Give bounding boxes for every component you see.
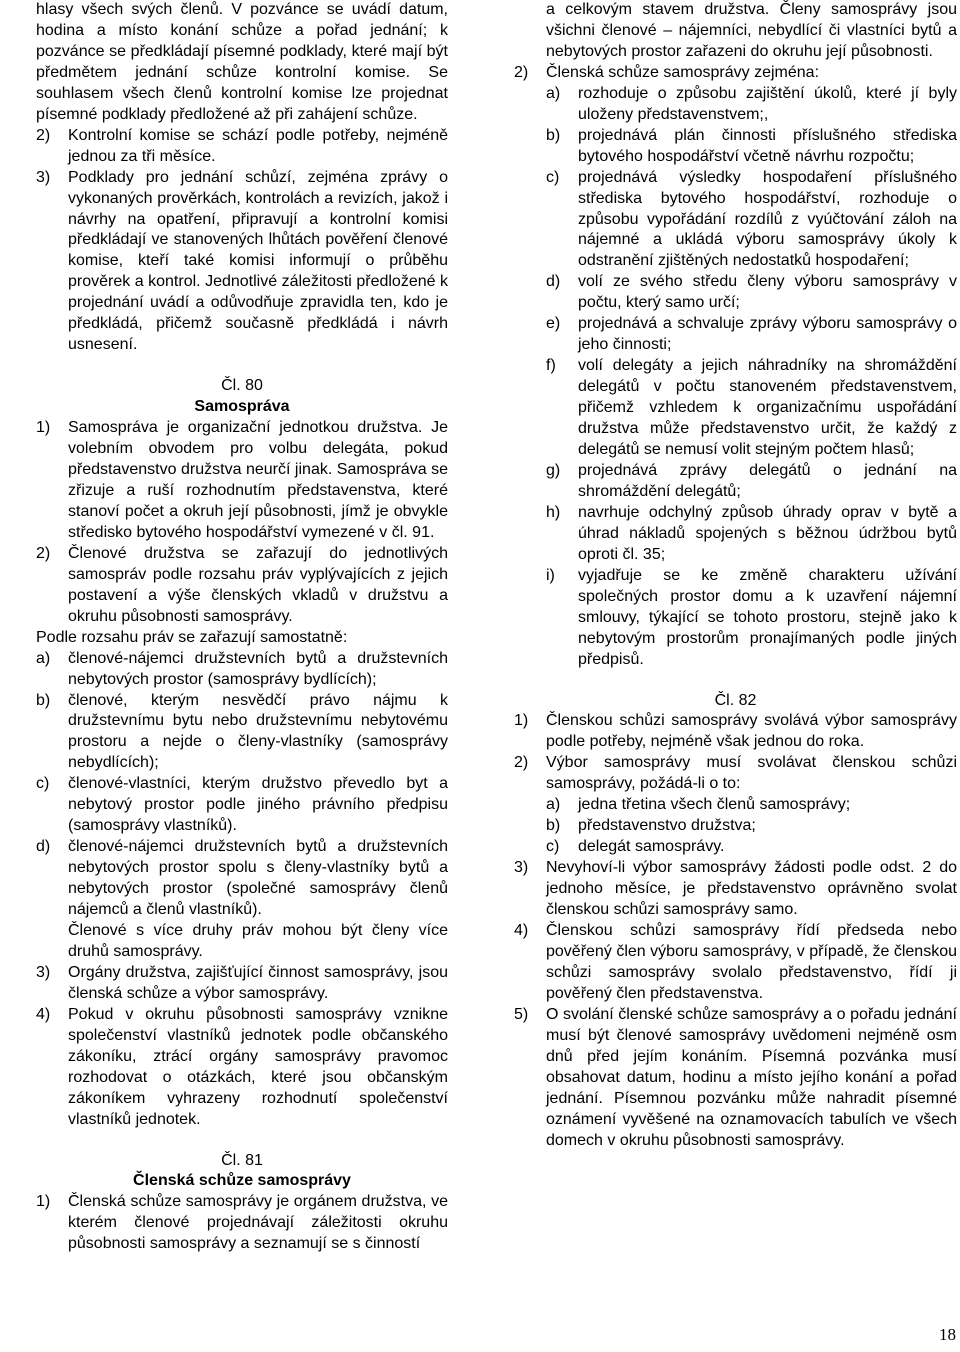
item-text: členové-vlastníci, kterým družstvo převedlo byt a nebytový prostor podle jiného právního předpisu (samosprávy vlastníků). bbox=[68, 775, 448, 835]
item-text: jedna třetina všech členů samosprávy; bbox=[578, 796, 851, 814]
numbered-paragraph bbox=[36, 1192, 448, 1255]
list-item bbox=[36, 774, 448, 837]
item-marker: e) bbox=[546, 315, 561, 333]
item-text: členové-nájemci družstevních bytů a družstevních nebytových prostor spolu s členy-vlastníky bytů a nebytových prostor (společné samosprávy členů nájemců a členů vlastníků). bbox=[68, 838, 448, 919]
intro-paragraph: hlasy všech svých členů. V pozvánce se uvádí datum, hodina a místo konání schůze a pořad jednání; k pozvánce se předkládají písemné podklady, které mají být předmětem jednání schůze kontrolní komise. Se souhlasem všech členů kontrolní komise lze projednat písemné podklady předložené až při zahájení schůze. bbox=[36, 1, 448, 123]
item-text: Členská schůze samosprávy zejména: bbox=[546, 63, 820, 81]
item-marker: 1) bbox=[514, 712, 529, 730]
item-text: Členskou schůzi samosprávy řídí předseda nebo pověřený člen výboru samosprávy, v případě, že členskou schůzi samosprávy svolalo představenstvo, řídí ji pověřený člen představenstva. bbox=[546, 921, 957, 1002]
item-marker: h) bbox=[546, 503, 561, 521]
item-marker: 2) bbox=[514, 754, 529, 772]
list-item bbox=[546, 503, 957, 566]
item-text: vyjadřuje se ke změně charakteru užívání společných prostor domu a k uzavření nájemní smlouvy, týkající se tohoto prostoru, stejně jako k nebytovým prostorům pronajímaných podle jiných předpisů. bbox=[578, 566, 957, 668]
item-text: Členská schůze samosprávy je orgánem družstva, ve kterém členové projednávají záležitosti okruhu působnosti samosprávy a seznamují se s činností bbox=[68, 1193, 448, 1253]
item-marker: a) bbox=[546, 84, 561, 102]
item-text: projednává výsledky hospodaření příslušného střediska bytového hospodářství, rozhoduje o způsobu vypořádání rozdílů z vyúčtování záloh na nájemné a ukládá výboru samosprávy úkoly k odstranění zjištěných nedostatků hospodaření; bbox=[578, 168, 957, 270]
numbered-paragraph bbox=[514, 858, 957, 921]
item-marker: 2) bbox=[514, 63, 529, 81]
paragraph: Podle rozsahu práv se zařazují samostatně: bbox=[36, 628, 348, 646]
list-item bbox=[546, 356, 957, 461]
list-item bbox=[546, 272, 957, 314]
numbered-paragraph bbox=[514, 63, 957, 84]
list-item bbox=[36, 691, 448, 775]
left-column bbox=[36, 0, 448, 1255]
item-text: rozhoduje o způsobu zajištění úkolů, které jí byly uloženy představenstvem;, bbox=[578, 84, 957, 123]
item-marker: d) bbox=[36, 838, 51, 856]
numbered-paragraph bbox=[36, 168, 448, 357]
article-title: Členská schůze samosprávy bbox=[133, 1172, 351, 1190]
item-text: delegát samosprávy. bbox=[578, 838, 725, 856]
item-text: volí ze svého středu členy výboru samosprávy v počtu, který samo určí; bbox=[578, 273, 957, 312]
list-item bbox=[36, 649, 448, 691]
list-item bbox=[546, 566, 957, 671]
numbered-paragraph bbox=[36, 126, 448, 168]
paragraph: Členové s více druhy práv mohou být členy více druhů samosprávy. bbox=[68, 921, 448, 960]
item-text: Členskou schůzi samosprávy svolává výbor samosprávy podle potřeby, nejméně však jednou do roka. bbox=[546, 712, 957, 751]
item-marker: 3) bbox=[36, 168, 51, 186]
item-text: O svolání členské schůze samosprávy a o pořadu jednání musí být členové samosprávy uvědomeni nejméně osm dnů před jejím konáním. Písemná pozvánka musí obsahovat datum, hodinu a místo jejího konání a pořad jednání. Písemnou pozvánku může nahradit písemné oznámení vyvěšené na oznamovacích tabulích ve všech domech v okruhu působnosti samosprávy. bbox=[546, 1005, 957, 1149]
item-marker: c) bbox=[36, 775, 50, 793]
item-marker: a) bbox=[546, 796, 561, 814]
list-item bbox=[546, 837, 957, 858]
item-marker: d) bbox=[546, 273, 561, 291]
list-item bbox=[546, 126, 957, 168]
article-number: Čl. 81 bbox=[221, 1151, 263, 1169]
item-text: Podklady pro jednání schůzí, zejména zprávy o vykonaných prověrkách, kontrolách a revizích, jakož i návrhy na opatření, připravují a kontrolní komisi předkládají ve stanovených lhůtách pověření členové komise, kteří také komisi informují o průběhu prověrek a kontrol. Jednotlivé záležitosti předložené k projednání uvádí a odůvodňuje zpravidla ten, kdo je předkládá, přičemž současně předkládá i návrh usnesení. bbox=[68, 168, 448, 354]
item-marker: b) bbox=[546, 126, 561, 144]
item-text: členové, kterým nesvědčí právo nájmu k družstevnímu bytu nebo družstevnímu nebytovému prostoru a nejde o členy-vlastníky (samosprávy nebydlících); bbox=[68, 691, 448, 772]
list-item bbox=[546, 461, 957, 503]
item-text: projednává plán činnosti příslušného střediska bytového hospodářství včetně návrhu rozpočtu; bbox=[578, 126, 957, 165]
list-item bbox=[546, 314, 957, 356]
item-marker: 3) bbox=[514, 859, 529, 877]
list-item bbox=[546, 168, 957, 273]
article-title: Samospráva bbox=[194, 398, 290, 416]
item-marker: 2) bbox=[36, 126, 51, 144]
list-item bbox=[546, 84, 957, 126]
item-text: Kontrolní komise se schází podle potřeby, nejméně jednou za tři měsíce. bbox=[68, 126, 448, 165]
item-text: projednává zprávy delegátů o jednání na shromáždění delegátů; bbox=[578, 461, 957, 500]
item-text: projednává a schvaluje zprávy výboru samosprávy o jeho činnosti; bbox=[578, 315, 957, 354]
item-text: Nevyhoví-li výbor samosprávy žádosti podle odst. 2 do jednoho měsíce, je představenstvo oprávněno svolat členskou schůzi samosprávy samo. bbox=[546, 859, 957, 919]
numbered-paragraph bbox=[36, 544, 448, 628]
numbered-paragraph bbox=[514, 1005, 957, 1152]
page-number: 18 bbox=[939, 1325, 956, 1345]
item-marker: 2) bbox=[36, 544, 51, 562]
item-marker: 5) bbox=[514, 1005, 529, 1023]
item-marker: a) bbox=[36, 649, 51, 667]
right-column bbox=[514, 0, 957, 1151]
item-text: navrhuje odchylný způsob úhrady oprav v bytě a úhrad nákladů spojených s běžnou údržbou bytů oproti čl. 35; bbox=[578, 503, 957, 563]
item-marker: c) bbox=[546, 838, 560, 856]
item-marker: 3) bbox=[36, 963, 51, 981]
item-marker: g) bbox=[546, 461, 561, 479]
item-marker: b) bbox=[546, 817, 561, 835]
list-item bbox=[546, 795, 957, 816]
item-marker: 1) bbox=[36, 1193, 51, 1211]
item-marker: 4) bbox=[36, 1005, 51, 1023]
list-item bbox=[36, 837, 448, 921]
item-text: volí delegáty a jejich náhradníky na shromáždění delegátů v počtu stanoveném představenstvem, přičemž vzhledem k organizačnímu uspořádání družstva může představenstvo určit, že každý z delegátů se nemusí volit stejným počtem hlasů; bbox=[578, 357, 957, 459]
paragraph: a celkovým stavem družstva. Členy samosprávy jsou všichni členové – nájemníci, nebydlící či vlastníci bytů a nebytových prostor zařazeni do okruhu její působnosti. bbox=[546, 1, 957, 60]
item-text: Samospráva je organizační jednotkou družstva. Je volebním obvodem pro volbu delegáta, pokud představenstvo družstva neurčí jinak. Samospráva se zřizuje a ruší rozhodnutím představenstva, které stanoví počet a okruh její působnosti, jímž je obvykle středisko bytového hospodářství vymezené v čl. 91. bbox=[68, 419, 448, 541]
item-text: Členové družstva se zařazují do jednotlivých samospráv podle rozsahu práv vyplývajících z jejich postavení a výše členských vkladů v družstvu a okruhu působnosti samosprávy. bbox=[68, 544, 448, 625]
item-text: představenstvo družstva; bbox=[578, 817, 756, 835]
item-marker: 1) bbox=[36, 419, 51, 437]
list-item bbox=[546, 816, 957, 837]
article-number: Čl. 82 bbox=[714, 691, 757, 709]
article-number: Čl. 80 bbox=[221, 377, 263, 395]
item-marker: i) bbox=[546, 566, 555, 584]
item-marker: 4) bbox=[514, 921, 529, 939]
item-marker: f) bbox=[546, 357, 556, 375]
item-text: Pokud v okruhu působnosti samosprávy vznikne společenství vlastníků jednotek podle občanského zákoníku, ztrácí orgány samosprávy pravomoc rozhodovat o otázkách, které jsou občanským zákoníkem vyhrazeny rozhodnutí společenství vlastníků jednotek. bbox=[68, 1005, 448, 1128]
item-marker: b) bbox=[36, 691, 51, 709]
numbered-paragraph bbox=[514, 711, 957, 753]
numbered-paragraph bbox=[36, 963, 448, 1005]
numbered-paragraph bbox=[36, 418, 448, 544]
numbered-paragraph bbox=[36, 1005, 448, 1131]
item-marker: c) bbox=[546, 168, 560, 186]
item-text: Orgány družstva, zajišťující činnost samosprávy, jsou členská schůze a výbor samosprávy. bbox=[68, 963, 448, 1002]
item-text: členové-nájemci družstevních bytů a družstevních nebytových prostor (samosprávy bydlících); bbox=[68, 649, 448, 688]
numbered-paragraph bbox=[514, 921, 957, 1005]
numbered-paragraph bbox=[514, 753, 957, 795]
item-text: Výbor samosprávy musí svolávat členskou schůzi samosprávy, požádá-li o to: bbox=[546, 754, 957, 793]
